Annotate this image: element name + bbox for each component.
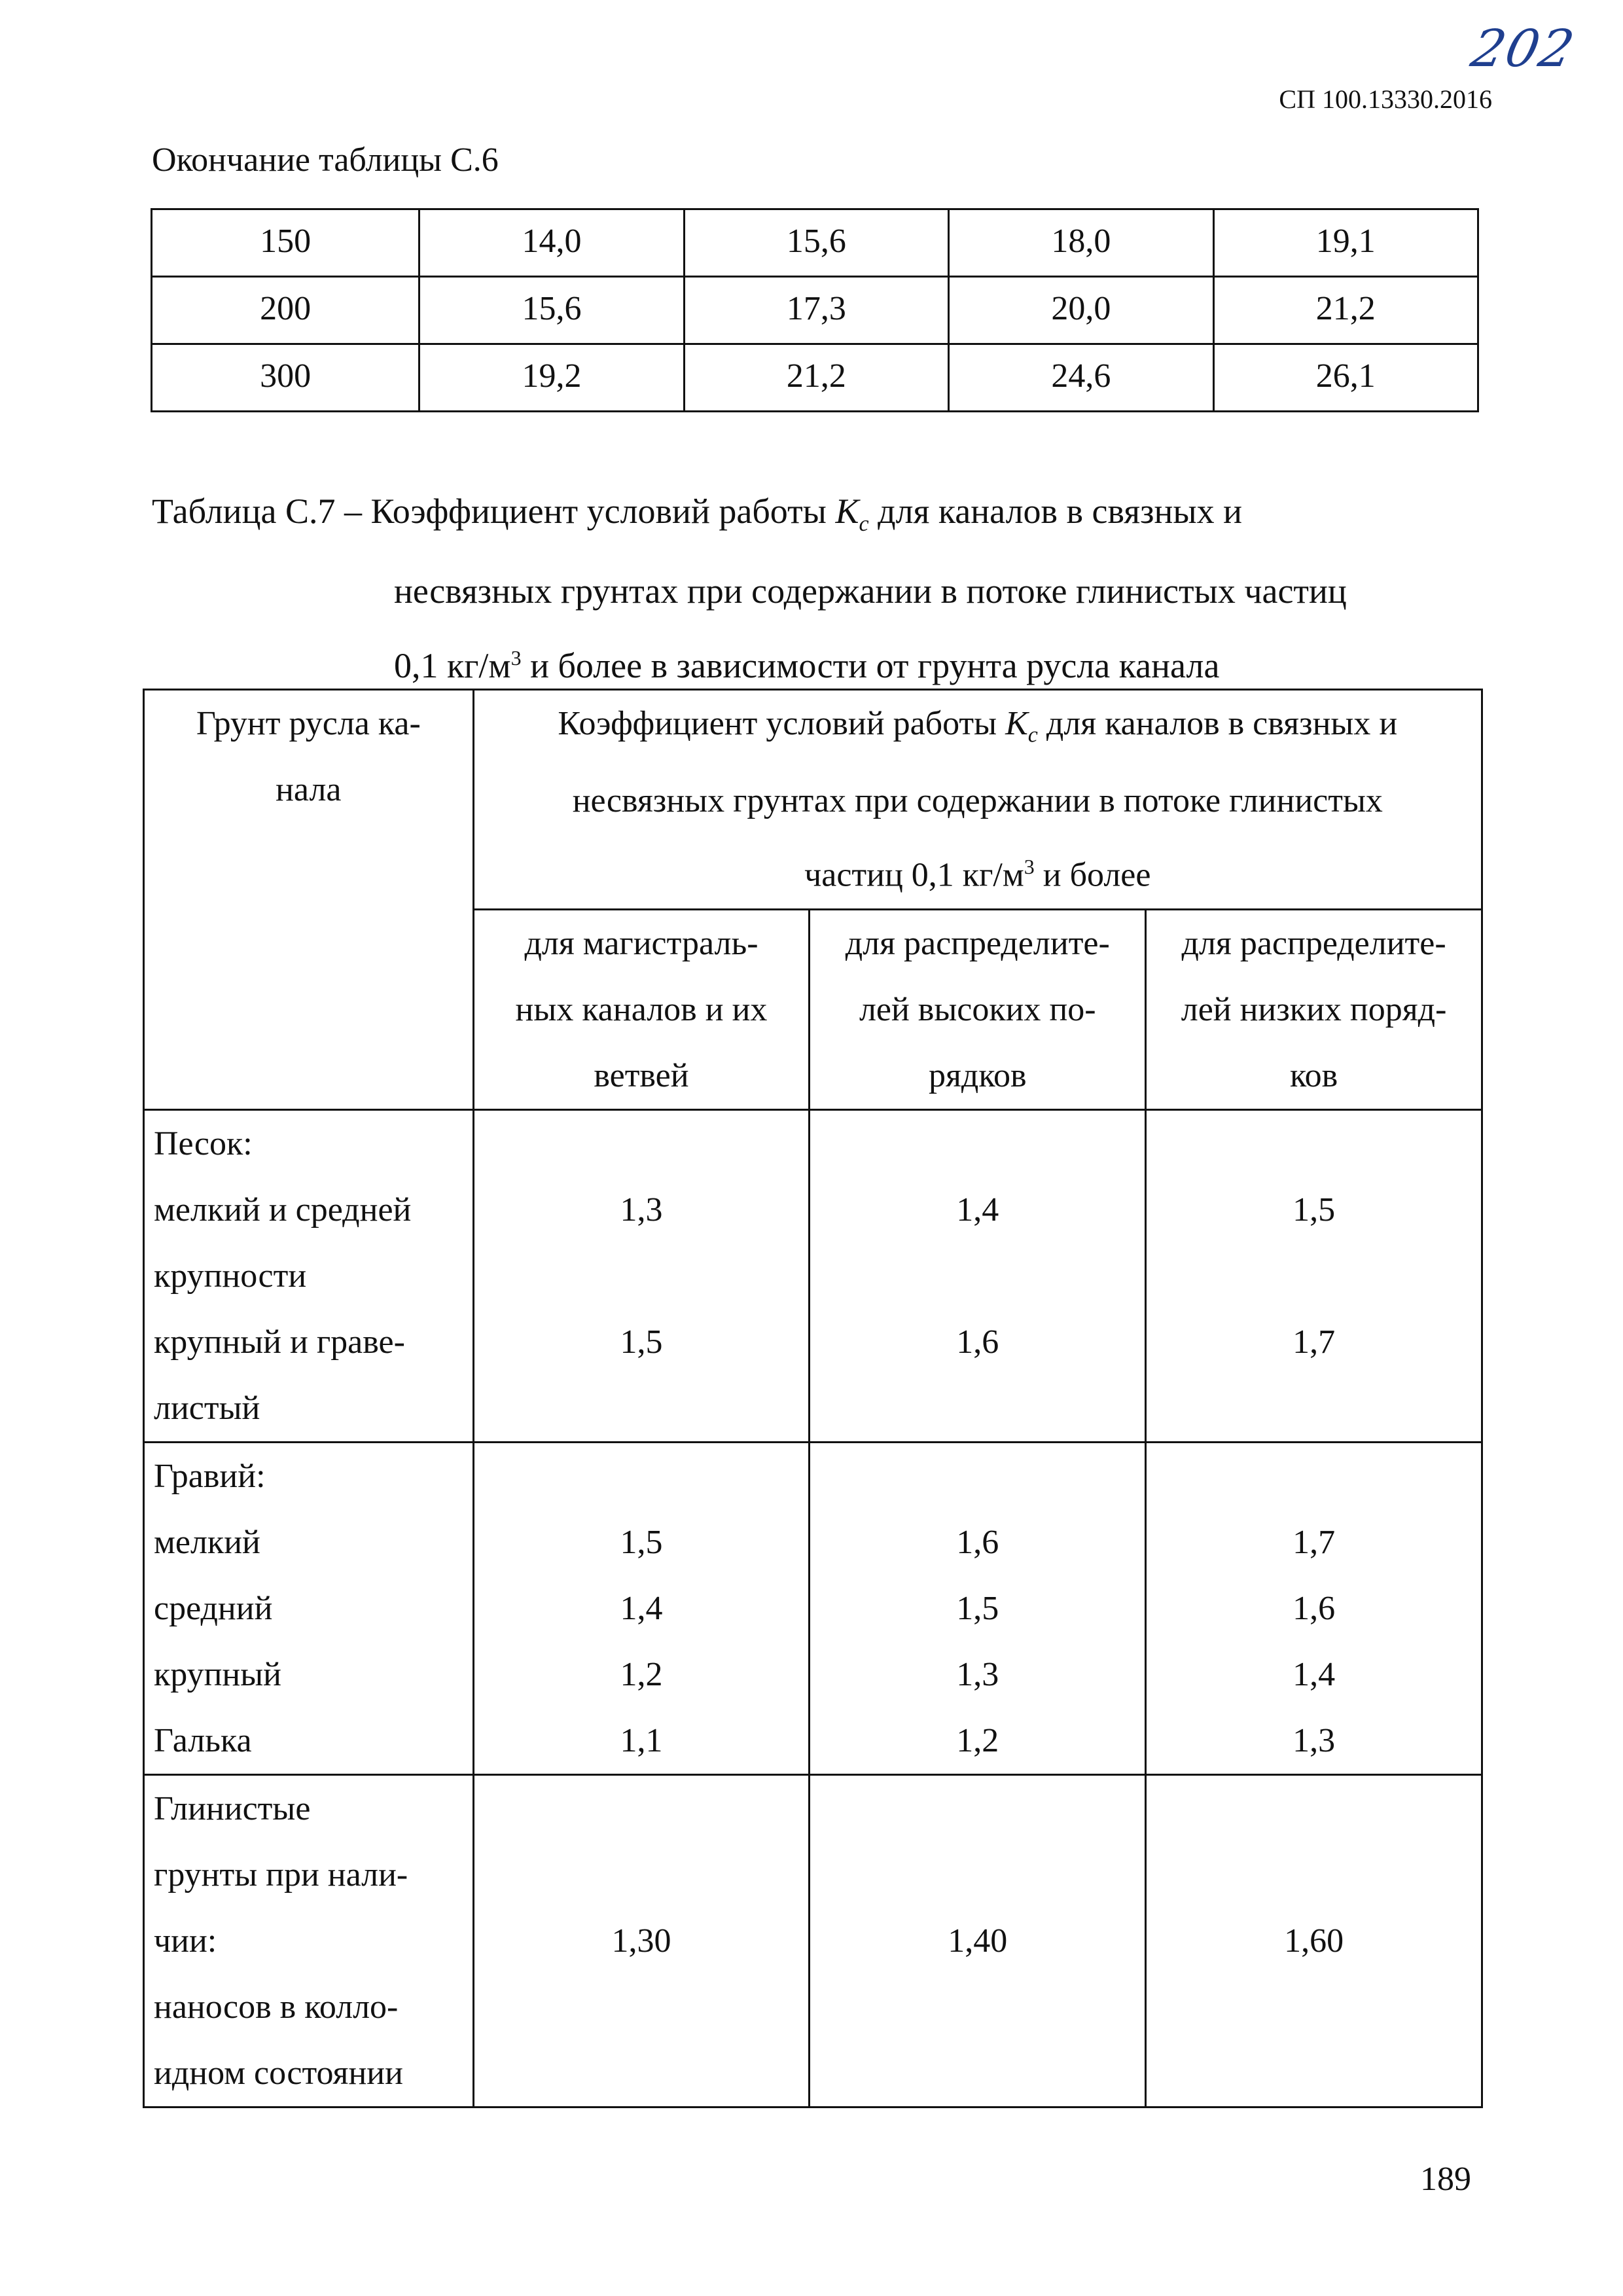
soil-cell-clay: Глинистые грунты при нали- чии: наносов в колло- идном состоянии bbox=[144, 1774, 474, 2107]
header-soil-type: Грунт русла ка- нала bbox=[144, 690, 474, 1110]
table-cell: 21,2 bbox=[684, 344, 948, 412]
table-cell: 15,6 bbox=[684, 209, 948, 277]
kc-symbol: $K_c$ bbox=[835, 492, 869, 536]
table-cell: 19,2 bbox=[419, 344, 684, 412]
soil-cell-sand: Песок: мелкий и средней крупности крупный и граве- листый bbox=[144, 1109, 474, 1442]
table-c6-continuation-title: Окончание таблицы С.6 bbox=[152, 141, 499, 179]
subheader-main-channels: для магистраль- ных каналов и их ветвей bbox=[473, 909, 810, 1109]
handwritten-page-number: 202 bbox=[1466, 20, 1580, 79]
table-cell: 300 bbox=[152, 344, 419, 412]
value-cell: 1,3 1,5 bbox=[473, 1109, 810, 1442]
table-cell: 21,2 bbox=[1213, 277, 1478, 344]
table-row bbox=[144, 1442, 1482, 1774]
table-cell: 200 bbox=[152, 277, 419, 344]
subheader-high-order-distributors: для распределите- лей высоких по- рядков bbox=[810, 909, 1146, 1109]
page-number: 189 bbox=[1420, 2161, 1471, 2198]
table-row bbox=[144, 1109, 1482, 1442]
table-row bbox=[152, 277, 1478, 344]
table-cell: 14,0 bbox=[419, 209, 684, 277]
soil-cell-gravel: Гравий: мелкий средний крупный Галька bbox=[144, 1442, 474, 1774]
value-cell: 1,6 1,5 1,3 1,2 bbox=[810, 1442, 1146, 1774]
table-cell: 18,0 bbox=[949, 209, 1213, 277]
document-code: СП 100.13330.2016 bbox=[1279, 84, 1492, 114]
caption-prefix: Таблица С.7 – Коэффициент условий работы bbox=[152, 492, 827, 531]
caption-line2: несвязных грунтах при содержании в потоке глинистых частиц bbox=[394, 571, 1347, 611]
header-coefficient: Коэффициент условий работы $K_c$ для каналов в связных и несвязных грунтах при содержании в потоке глинистых частиц 0,1 $кг/м^3$ и более bbox=[473, 690, 1482, 910]
table-cell: 19,1 bbox=[1213, 209, 1478, 277]
table-cell: 26,1 bbox=[1213, 344, 1478, 412]
table-row bbox=[144, 1774, 1482, 2107]
value-cell: 1,4 1,6 bbox=[810, 1109, 1146, 1442]
value-cell: 1,40 bbox=[810, 1774, 1146, 2107]
table-cell: 15,6 bbox=[419, 277, 684, 344]
value-cell: 1,7 1,6 1,4 1,3 bbox=[1146, 1442, 1482, 1774]
table-c7 bbox=[143, 689, 1483, 2108]
subheader-low-order-distributors: для распределите- лей низких поряд- ков bbox=[1146, 909, 1482, 1109]
table-c6-end bbox=[151, 208, 1479, 412]
caption-line3: 0,1 $кг/м^3$ и более в зависимости от грунта русла канала bbox=[394, 645, 1220, 685]
table-row bbox=[152, 209, 1478, 277]
table-c7-caption bbox=[152, 478, 1480, 699]
table-cell: 20,0 bbox=[949, 277, 1213, 344]
table-row bbox=[152, 344, 1478, 412]
value-cell: 1,30 bbox=[473, 1774, 810, 2107]
table-cell: 24,6 bbox=[949, 344, 1213, 412]
value-cell: 1,5 1,4 1,2 1,1 bbox=[473, 1442, 810, 1774]
table-cell: 17,3 bbox=[684, 277, 948, 344]
value-cell: 1,60 bbox=[1146, 1774, 1482, 2107]
table-cell: 150 bbox=[152, 209, 419, 277]
table-header-row bbox=[144, 690, 1482, 910]
value-cell: 1,5 1,7 bbox=[1146, 1109, 1482, 1442]
caption-line1-end: для каналов в связных и bbox=[878, 492, 1243, 531]
